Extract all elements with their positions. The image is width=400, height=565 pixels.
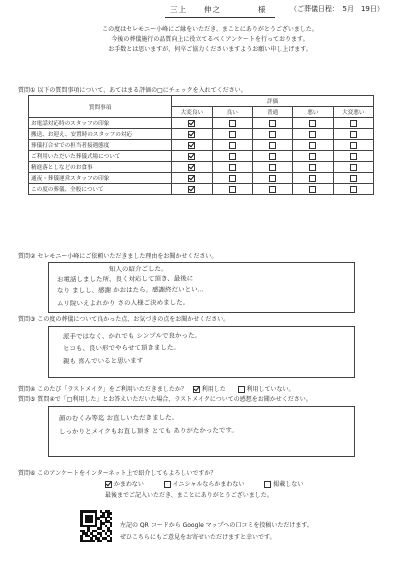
q2-answer-line: なり ましし、感謝 かおはたら。感謝終だいとい... [56, 285, 204, 295]
rating-cell [333, 129, 373, 140]
closing-text: 最後までご記入いただき、まことにありがとうございました。 [105, 492, 273, 499]
q4-option-not-used-checkbox[interactable] [238, 386, 245, 393]
q6-heading [18, 468, 216, 477]
rating-checkbox[interactable] [350, 164, 357, 171]
rating-cell [212, 162, 252, 173]
rating-checkbox[interactable] [229, 164, 236, 171]
rating-row [29, 151, 374, 162]
rating-checkbox[interactable] [309, 131, 316, 138]
rating-row [29, 129, 374, 140]
rating-cell [293, 173, 333, 184]
rating-checkbox[interactable] [350, 175, 357, 182]
rating-cell [252, 129, 292, 140]
rating-checkbox[interactable] [309, 175, 316, 182]
rating-cell [172, 118, 212, 129]
q1-heading [18, 85, 247, 94]
rating-cell [212, 118, 252, 129]
q2-answer-box[interactable] [48, 262, 355, 313]
rating-checkbox[interactable] [229, 175, 236, 182]
q5-heading [18, 394, 312, 403]
rating-cell [293, 118, 333, 129]
rating-cell [252, 162, 292, 173]
rating-cell [293, 129, 333, 140]
intro-line: この度はセレモニー小峰にご縁をいただき、まことにありがとうございました。 [102, 26, 318, 33]
intro-text [40, 25, 380, 55]
rating-col: 大変悪い [333, 107, 373, 118]
rating-cell [252, 184, 292, 195]
rating-cell [172, 140, 212, 151]
rating-cell [333, 151, 373, 162]
q4-option-used-label: 利用した [201, 386, 226, 393]
q6-label: 質問⑥ [18, 470, 36, 477]
rating-cell [293, 140, 333, 151]
rating-cell [172, 129, 212, 140]
rating-cell [252, 118, 292, 129]
q3-answer-line: ヒコも、良い形でやらせて頂きました。 [62, 343, 180, 353]
rating-checkbox[interactable] [269, 153, 276, 160]
q3-label: 質問③ [18, 316, 36, 323]
footer-line: ぜひこちらにもご意見をお寄せいただけますと幸いです。 [120, 534, 276, 541]
rating-checkbox[interactable] [188, 131, 195, 138]
rating-checkbox[interactable] [350, 153, 357, 160]
q6-option-initials-checkbox[interactable] [164, 481, 171, 488]
q2-answer-line: 知人の紹介ごした。 [108, 264, 168, 274]
q6-option-no-label: 掲載しない [273, 481, 304, 488]
q6-option-no-checkbox[interactable] [264, 481, 271, 488]
rating-cell [252, 140, 292, 151]
rating-checkbox[interactable] [350, 142, 357, 149]
rating-table [28, 95, 374, 195]
rating-checkbox[interactable] [309, 164, 316, 171]
col-rating-group: 評価 [172, 96, 374, 107]
q1-label: 質問① [18, 87, 36, 94]
q2-text: セレモニー小峰にご依頼いただきました理由をお聞かせください。 [37, 253, 218, 260]
rating-cell [333, 140, 373, 151]
customer-name: 三上 伸之 [170, 5, 221, 14]
q4-option-used-checkbox[interactable] [193, 386, 200, 393]
rating-checkbox[interactable] [229, 186, 236, 193]
rating-rows [29, 118, 374, 195]
rating-item-label: 葬儀打合せでの担当者接遇態度 [29, 140, 172, 151]
rating-checkbox[interactable] [188, 186, 195, 193]
col-item-header: 質問事項 [29, 96, 172, 118]
rating-checkbox[interactable] [269, 120, 276, 127]
rating-checkbox[interactable] [269, 175, 276, 182]
q5-answer-box[interactable] [48, 406, 355, 457]
rating-row [29, 173, 374, 184]
q2-answer-line: ムリ院いえよれかり さの人様ご決めました。 [56, 298, 190, 308]
rating-col: 良い [212, 107, 252, 118]
q1-text: 以下の質問事項について、あてはまる評価の□にチェックを入れてください。 [37, 87, 247, 94]
rating-checkbox[interactable] [350, 131, 357, 138]
rating-cell [212, 151, 252, 162]
rating-checkbox[interactable] [229, 120, 236, 127]
rating-cell [293, 151, 333, 162]
qr-code[interactable] [80, 510, 112, 542]
rating-checkbox[interactable] [229, 142, 236, 149]
funeral-date: （ご葬儀日程： 5月 19日） [290, 5, 384, 13]
q5-answer-line: しっかりとメイクもお直し頂き とても ありがたかったです。 [58, 426, 238, 436]
rating-checkbox[interactable] [309, 142, 316, 149]
honorific: 様 [258, 5, 266, 14]
rating-checkbox[interactable] [188, 164, 195, 171]
rating-item-label: この度の葬儀、全般について [29, 184, 172, 195]
q3-text: この度の葬儀について良かった点、お気づきの点をお聞かせください。 [37, 316, 230, 323]
q4-label: 質問④ [18, 386, 36, 393]
rating-cell [293, 184, 333, 195]
rating-item-label: 搬送、お迎え、安置時のスタッフの対応 [29, 129, 172, 140]
rating-cell [293, 162, 333, 173]
q6-option-initials-label: イニシャルならかまわない [172, 481, 245, 488]
rating-checkbox[interactable] [350, 186, 357, 193]
rating-checkbox[interactable] [269, 164, 276, 171]
intro-line: お手数とは思いますが、何卒ご協力くださいますようお願い申し上げます。 [108, 46, 312, 53]
rating-checkbox[interactable] [188, 120, 195, 127]
q5-label: 質問⑤ [18, 396, 36, 403]
rating-cell [333, 184, 373, 195]
rating-checkbox[interactable] [188, 153, 195, 160]
rating-col: 悪い [293, 107, 333, 118]
q2-label: 質問② [18, 253, 36, 260]
q2-heading [18, 251, 217, 260]
q3-answer-box[interactable] [48, 326, 355, 378]
q5-text: 質問④で「□利用した」とお答えいただいた場合、ラストメイクについての感想をお聞かせください。 [37, 396, 312, 403]
rating-cell [212, 173, 252, 184]
q2-answer-line: お電話しました所、良く対応して頂き、最後に [56, 274, 194, 284]
rating-checkbox[interactable] [269, 131, 276, 138]
rating-cell [172, 162, 212, 173]
q4-text: このたび「ラストメイク」をご利用いただきましたか？ [37, 386, 187, 393]
rating-col: 普通 [252, 107, 292, 118]
rating-checkbox[interactable] [309, 153, 316, 160]
rating-checkbox[interactable] [188, 142, 195, 149]
q6-option-ok-checkbox[interactable] [105, 481, 112, 488]
rating-row [29, 140, 374, 151]
rating-cell [333, 118, 373, 129]
rating-checkbox[interactable] [269, 142, 276, 149]
rating-item-label: 精進落としなどのお食事 [29, 162, 172, 173]
rating-checkbox[interactable] [229, 131, 236, 138]
rating-checkbox[interactable] [188, 175, 195, 182]
rating-cell [212, 184, 252, 195]
rating-cell [172, 184, 212, 195]
rating-cell [333, 162, 373, 173]
q4-option-not-used-label: 利用していない。 [246, 386, 295, 393]
rating-checkbox[interactable] [229, 153, 236, 160]
name-underline [165, 17, 275, 18]
rating-checkbox[interactable] [309, 120, 316, 127]
rating-row [29, 162, 374, 173]
rating-cell [172, 151, 212, 162]
rating-cell [252, 151, 292, 162]
rating-checkbox[interactable] [350, 120, 357, 127]
q4-heading [18, 384, 295, 393]
rating-checkbox[interactable] [269, 186, 276, 193]
rating-row [29, 118, 374, 129]
rating-row [29, 184, 374, 195]
rating-cell [212, 140, 252, 151]
q3-answer-line: 派手ではなく、かれでも シンプルで良かった。 [62, 331, 202, 341]
rating-col: 大変良い [172, 107, 212, 118]
rating-checkbox[interactable] [309, 186, 316, 193]
q6-options [105, 479, 303, 488]
q3-heading [18, 314, 229, 323]
q6-text: このアンケートをインターネット上で紹介してもよろしいですか？ [37, 470, 217, 477]
q5-answer-line: 顔のむくみ等迄 お直しいただきました。 [58, 413, 179, 423]
footer-line: 左記の QR コードから Google マップへの口コミを投稿いただけます。 [120, 522, 313, 529]
rating-item-label: ご利用いただいた葬儀式場について [29, 151, 172, 162]
rating-cell [172, 173, 212, 184]
rating-cell [212, 129, 252, 140]
rating-item-label: お電話対応時のスタッフの印象 [29, 118, 172, 129]
q6-option-ok-label: かまわない [113, 481, 144, 488]
intro-line: 今後の葬儀施行の品質向上に役立てるべくアンケートを行っております。 [111, 36, 309, 43]
rating-item-label: 通夜・葬儀運営スタッフの印象 [29, 173, 172, 184]
q3-answer-line: 親も 喜んでいると思います [62, 356, 144, 366]
rating-cell [333, 173, 373, 184]
rating-cell [252, 173, 292, 184]
